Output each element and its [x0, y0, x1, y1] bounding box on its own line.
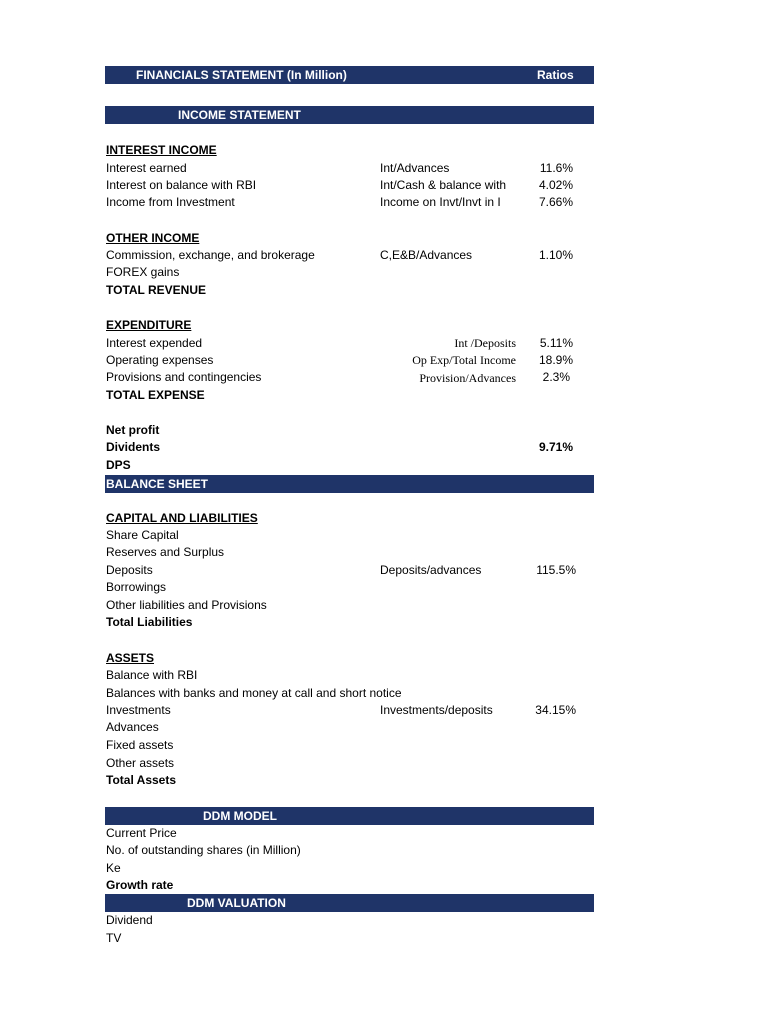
ratios-header: Ratios — [537, 68, 574, 82]
expenditure-heading: EXPENDITURE — [106, 318, 192, 332]
ratio-value: 7.66% — [538, 195, 573, 209]
row-label: Balance with RBI — [106, 668, 198, 682]
row-label: Advances — [106, 720, 159, 734]
income-statement-bar — [105, 106, 594, 124]
row-label: Balances with banks and money at call and short notice — [106, 686, 402, 700]
row-label: Commission, exchange, and brokerage — [106, 248, 315, 262]
ratio-label: Investments/deposits — [380, 703, 493, 717]
ddm-valuation-title: DDM VALUATION — [187, 896, 286, 910]
statement-header-bar — [105, 66, 594, 84]
balance-sheet-bar — [105, 475, 594, 493]
row-label: Investments — [106, 703, 171, 717]
income-statement-title: INCOME STATEMENT — [178, 108, 301, 122]
row-label: Share Capital — [106, 528, 179, 542]
row-label: Ke — [106, 861, 121, 875]
row-label: Other liabilities and Provisions — [106, 598, 267, 612]
row-label: Interest on balance with RBI — [106, 178, 257, 192]
ratio-label: Int /Deposits — [454, 336, 516, 350]
row-label: Operating expenses — [106, 353, 214, 367]
row-label: Interest earned — [106, 161, 187, 175]
capital-liabilities-heading: CAPITAL AND LIABILITIES — [106, 511, 258, 525]
ddm-model-bar — [105, 807, 594, 825]
ratio-value: 18.9% — [538, 353, 573, 367]
total-assets: Total Assets — [106, 773, 177, 787]
row-label: Borrowings — [106, 580, 167, 594]
ratio-value: 4.02% — [538, 178, 573, 192]
total-expense: TOTAL EXPENSE — [106, 388, 205, 402]
growth-rate: Growth rate — [106, 878, 174, 892]
total-revenue: TOTAL REVENUE — [106, 283, 207, 297]
statement-title: FINANCIALS STATEMENT (In Million) — [136, 68, 347, 82]
ratio-value: 115.5% — [536, 563, 576, 577]
assets-heading: ASSETS — [106, 651, 155, 665]
balance-sheet-title: BALANCE SHEET — [106, 477, 209, 491]
dps: DPS — [106, 458, 131, 472]
row-label: No. of outstanding shares (in Million) — [106, 843, 301, 857]
total-liabilities: Total Liabilities — [106, 615, 193, 629]
row-label: Fixed assets — [106, 738, 174, 752]
ratio-value: 1.10% — [538, 248, 573, 262]
ratio-value: 34.15% — [535, 703, 576, 717]
dividents-ratio: 9.71% — [538, 440, 573, 454]
net-profit: Net profit — [106, 423, 160, 437]
ratio-label: Income on Invt/Invt in I — [380, 195, 501, 209]
ratio-value: 11.6% — [539, 161, 573, 175]
row-label: TV — [106, 931, 122, 945]
row-label: Reserves and Surplus — [106, 545, 225, 559]
ratio-label: Op Exp/Total Income — [412, 353, 516, 367]
dividents-label: Dividents — [106, 440, 161, 454]
ratio-label: C,E&B/Advances — [380, 248, 473, 262]
interest-income-heading: INTEREST INCOME — [106, 143, 217, 157]
row-label: Deposits — [106, 563, 153, 577]
row-label: Dividend — [106, 913, 153, 927]
row-label: Interest expended — [106, 336, 203, 350]
row-label: Current Price — [106, 826, 177, 840]
ratio-label: Int/Advances — [380, 161, 450, 175]
ddm-model-title: DDM MODEL — [203, 809, 277, 823]
row-label: Other assets — [106, 756, 175, 770]
row-label: FOREX gains — [106, 265, 180, 279]
ratio-label: Provision/Advances — [419, 371, 516, 385]
ratio-label: Int/Cash & balance with — [380, 178, 507, 192]
ddm-valuation-bar — [105, 894, 594, 912]
row-label: Provisions and contingencies — [106, 370, 262, 384]
ratio-value: 2.3% — [542, 370, 570, 384]
other-income-heading: OTHER INCOME — [106, 231, 200, 245]
ratio-label: Deposits/advances — [380, 563, 482, 577]
row-label: Income from Investment — [106, 195, 235, 209]
ratio-value: 5.11% — [539, 336, 573, 350]
